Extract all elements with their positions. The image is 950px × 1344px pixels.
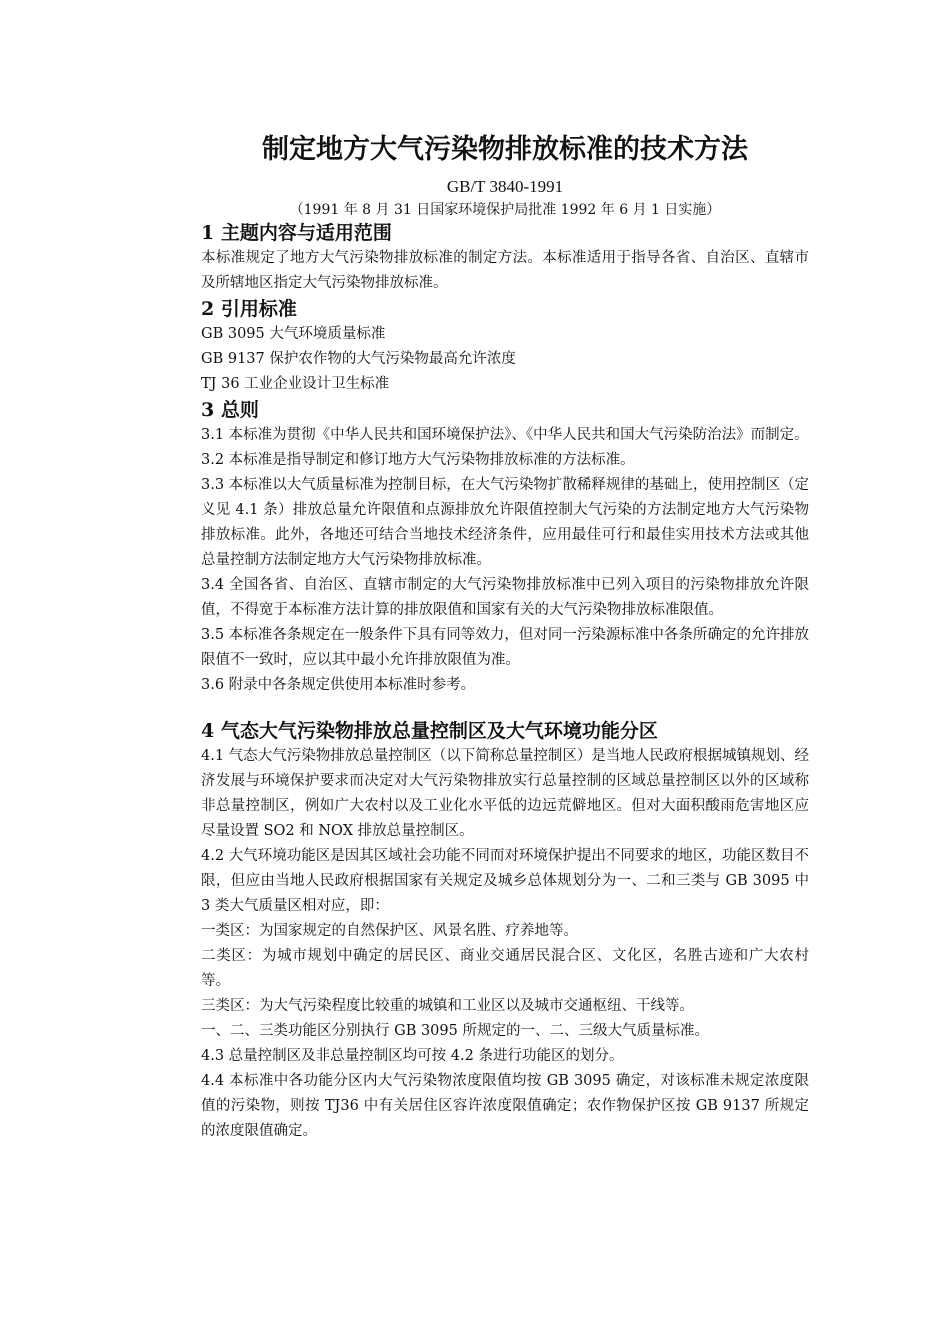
- clause-3-2: 3.2 本标准是指导制定和修订地方大气污染物排放标准的方法标准。: [201, 452, 635, 468]
- zone-class-2: 二类区：为城市规划中确定的居民区、商业交通居民混合区、文化区，名胜古迹和广大农村等。: [201, 948, 809, 989]
- section-4: [201, 718, 809, 1144]
- clause-4-2: 4.2 大气环境功能区是因其区域社会功能不同而对环境保护提出不同要求的地区，功能区数目不限，但应由当地人民政府根据国家有关规定及城乡总体规划分为一、二和三类与 GB 3095 中 3 类大气质量区相对应，即：: [201, 848, 809, 914]
- zone-class-1: 一类区：为国家规定的自然保护区、风景名胜、疗养地等。: [201, 923, 578, 939]
- clause-4-3: 4.3 总量控制区及非总量控制区均可按 4.2 条进行功能区的划分。: [201, 1048, 624, 1064]
- clause-3-6: 3.6 附录中各条规定供使用本标准时参考。: [201, 677, 476, 693]
- clause-3-5: 3.5 本标准各条规定在一般条件下具有同等效力，但对同一污染源标准中各条所确定的允许排放限值不一致时，应以其中最小允许排放限值为准。: [201, 627, 809, 668]
- zone-standards-note: 一、二、三类功能区分别执行 GB 3095 所规定的一、二、三级大气质量标准。: [201, 1023, 709, 1039]
- section-3: [201, 397, 809, 698]
- reference-item: TJ 36 工业企业设计卫生标准: [201, 376, 390, 392]
- clause-3-1: 3.1 本标准为贯彻《中华人民共和国环境保护法》、《中华人民共和国大气污染防治法》而制定。: [201, 427, 809, 443]
- paragraph: 本标准规定了地方大气污染物排放标准的制定方法。本标准适用于指导各省、自治区、直辖市及所辖地区指定大气污染物排放标准。: [201, 250, 809, 291]
- document-title: 制定地方大气污染物排放标准的技术方法: [262, 134, 748, 165]
- clause-4-4: 4.4 本标准中各功能分区内大气污染物浓度限值均按 GB 3095 确定，对该标准未规定浓度限值的污染物，则按 TJ36 中有关居住区容许浓度限值确定；农作物保护区按 GB 9137 所规定的浓度限值确定。: [201, 1073, 809, 1139]
- section-spacer: [201, 698, 809, 718]
- clause-3-4: 3.4 全国各省、自治区、直辖市制定的大气污染物排放标准中已列入项目的污染物排放允许限值，不得宽于本标准方法计算的排放限值和国家有关的大气污染物排放标准限值。: [201, 577, 809, 618]
- section-heading: 2 引用标准: [201, 298, 297, 320]
- section-heading: 1 主题内容与适用范围: [201, 222, 392, 244]
- clause-3-3: 3.3 本标准以大气质量标准为控制目标，在大气污染物扩散稀释规律的基础上，使用控制区（定义见 4.1 条）排放总量允许限值和点源排放允许限值控制大气污染的方法制定地方大气污染物排放标准。此外，各地还可结合当地技术经济条件，应用最佳可行和最佳实用技术方法或其他总量控制方法制定地方大气污染物排放标准。: [201, 477, 809, 568]
- zone-class-3: 三类区：为大气污染程度比较重的城镇和工业区以及城市交通枢纽、干线等。: [201, 998, 694, 1014]
- document-page: [201, 128, 809, 1144]
- standard-code: GB/T 3840-1991: [446, 177, 564, 196]
- reference-item: GB 3095 大气环境质量标准: [201, 326, 386, 342]
- section-heading: 4 气态大气污染物排放总量控制区及大气环境功能分区: [201, 720, 658, 742]
- clause-4-1: 4.1 气态大气污染物排放总量控制区（以下简称总量控制区）是当地人民政府根据城镇规划、经济发展与环境保护要求而决定对大气污染物排放实行总量控制的区域总量控制区以外的区域称非总量控制区，例如广大农村以及工业化水平低的边远荒僻地区。但对大面积酸雨危害地区应尽量设置 SO2 和 NOX 排放总量控制区。: [201, 748, 809, 839]
- approval-note: （1991 年 8 月 31 日国家环境保护局批准 1992 年 6 月 1 日实施）: [289, 202, 721, 218]
- section-2: [201, 296, 809, 397]
- section-1: [201, 220, 809, 296]
- section-heading: 3 总则: [201, 399, 259, 421]
- reference-item: GB 9137 保护农作物的大气污染物最高允许浓度: [201, 351, 516, 367]
